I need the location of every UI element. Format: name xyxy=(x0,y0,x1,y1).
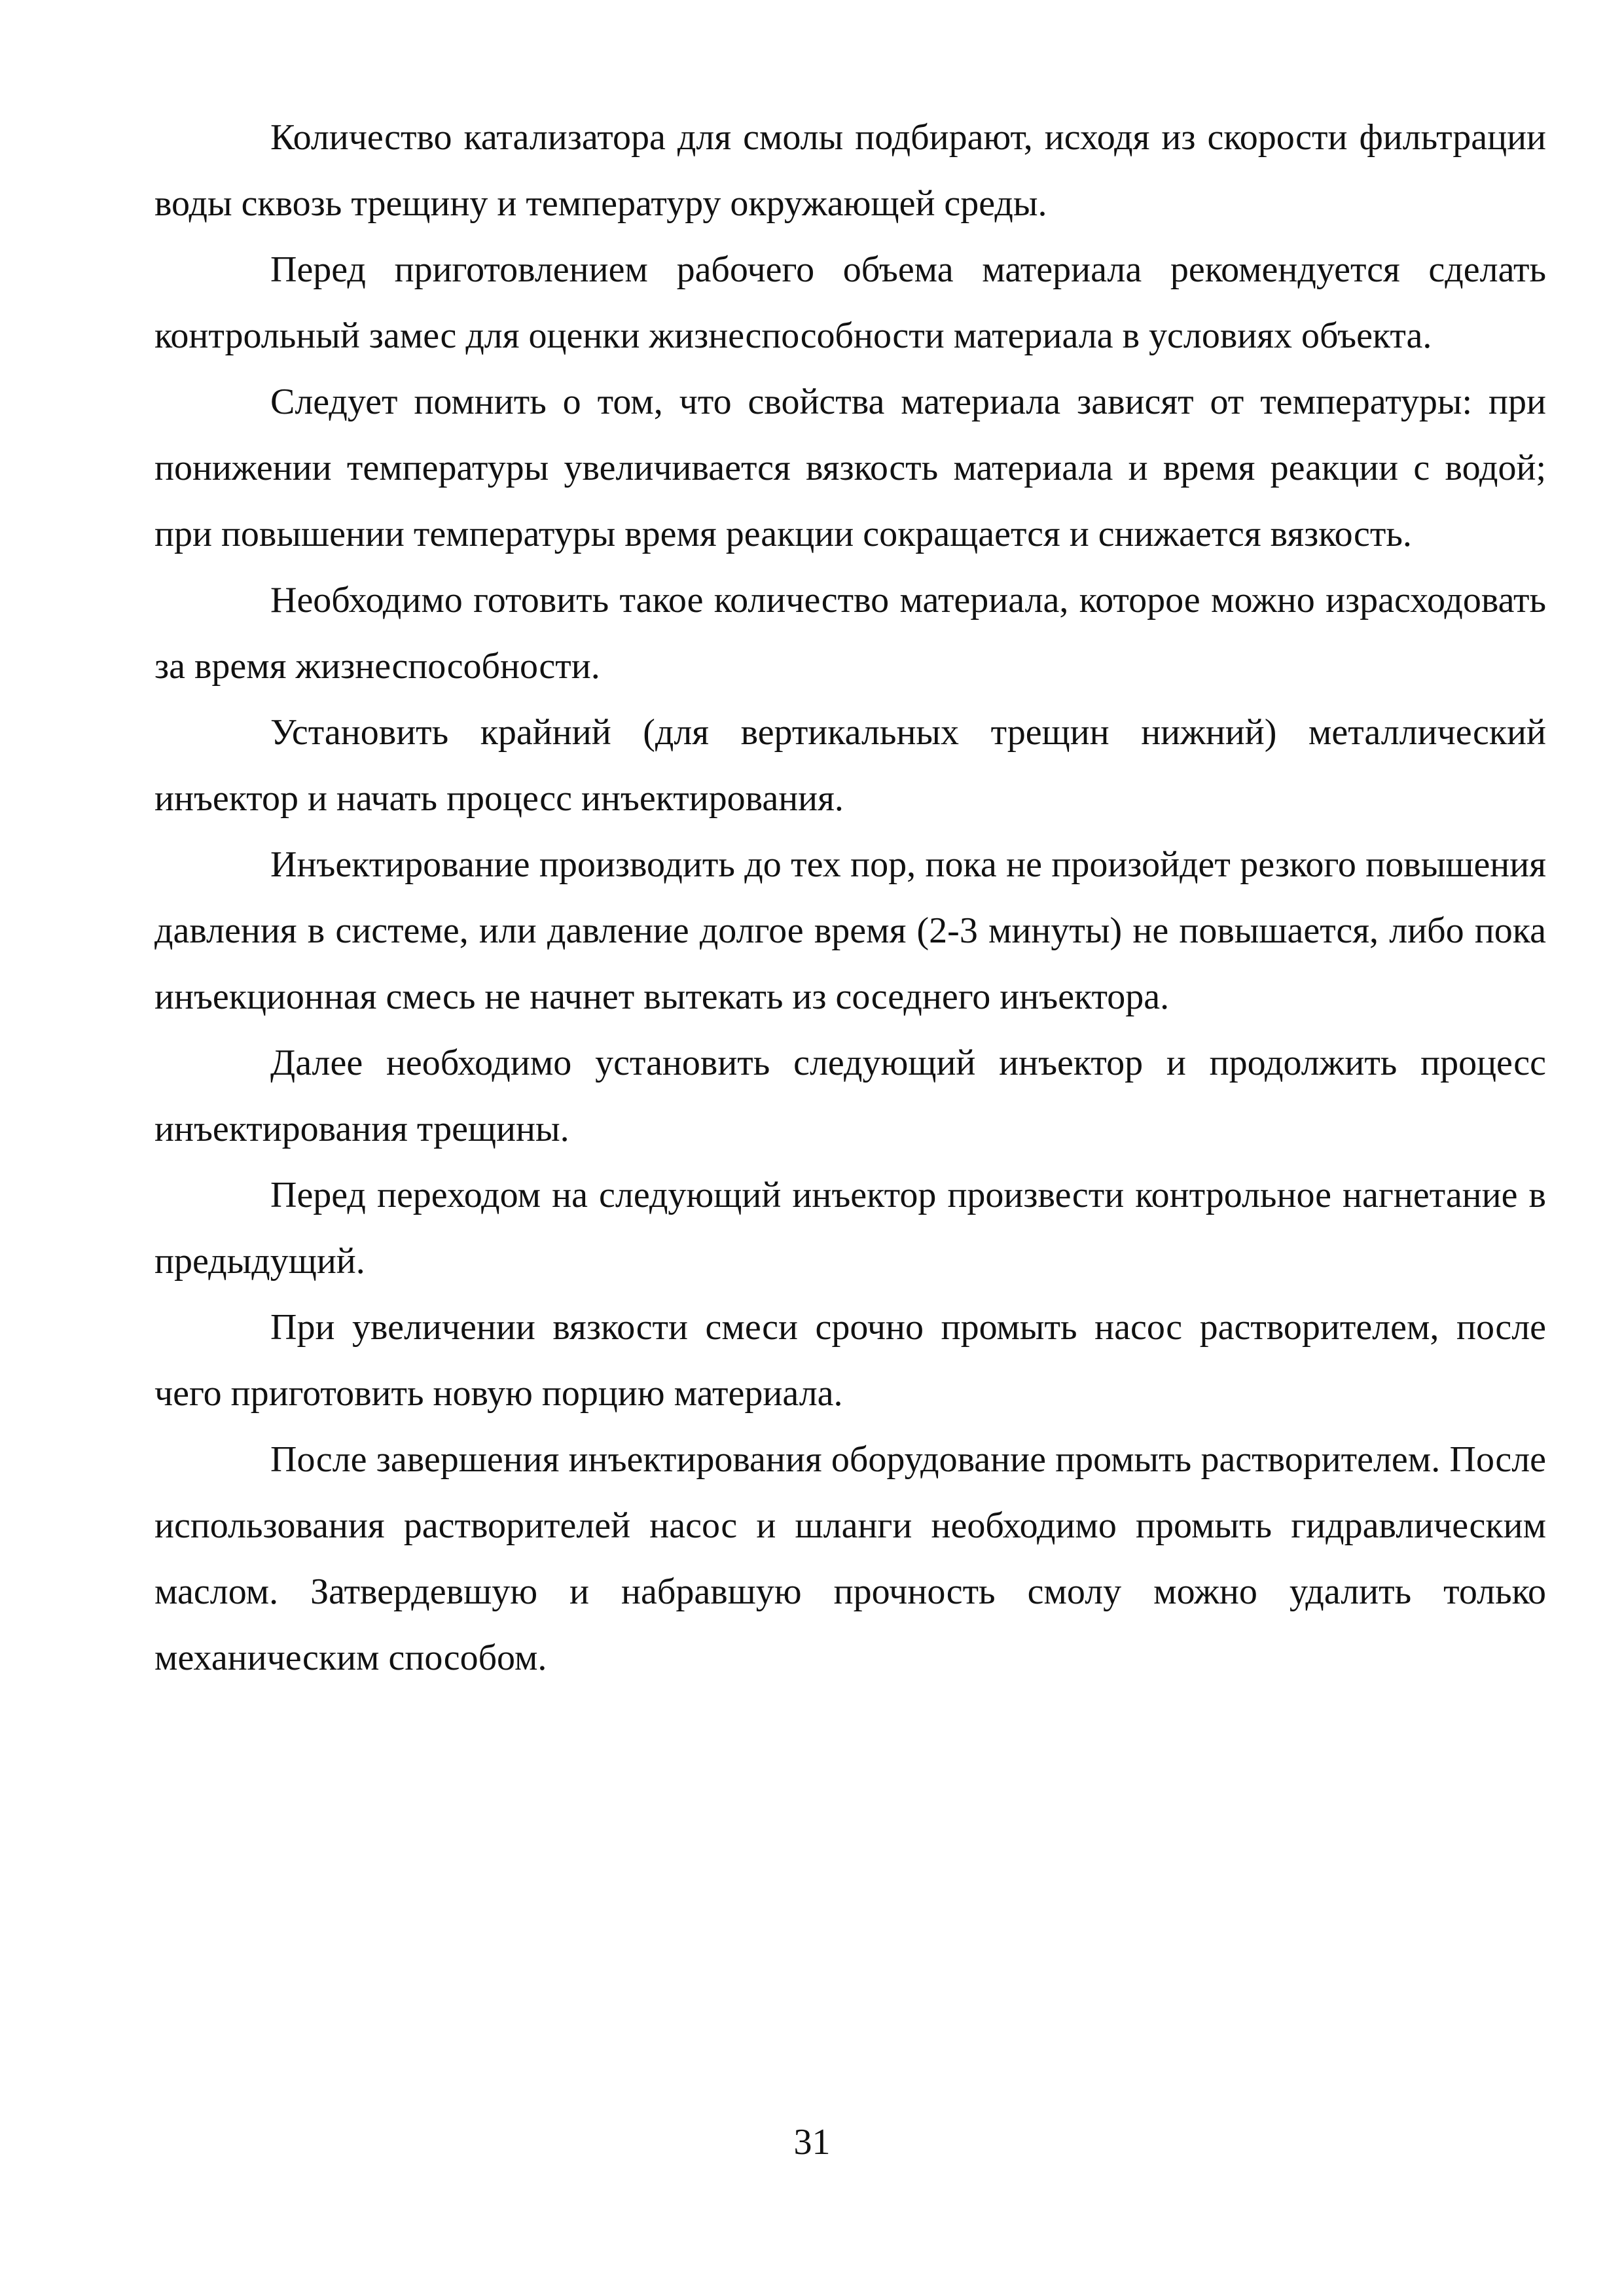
paragraph-material-quantity: Необходимо готовить такое количество материала, которое можно израсходовать за время жизнеспособности. xyxy=(154,580,1546,687)
paragraph-viscosity-flush: При увеличении вязкости смеси срочно промыть насос растворителем, после чего приготовить новую порцию материала. xyxy=(154,1307,1546,1414)
paragraph-cleanup: После завершения инъектирования оборудование промыть растворителем. После использования растворителей насос и шланги необходимо промыть гидравлическим маслом. Затвердевшую и набравшую прочность смолу можно удалить только механическим способом. xyxy=(154,1439,1546,1678)
paragraph-control-batch: Перед приготовлением рабочего объема материала рекомендуется сделать контрольный замес для оценки жизнеспособности материала в условиях объекта. xyxy=(154,249,1546,356)
paragraph-injection-process: Инъектирование производить до тех пор, пока не произойдет резкого повышения давления в системе, или давление долгое время (2-3 минуты) не повышается, либо пока инъекционная смесь не начнет вытекать из соседнего инъектора. xyxy=(154,844,1546,1017)
paragraph-temperature-dependence: Следует помнить о том, что свойства материала зависят от температуры: при понижении температуры увеличивается вязкость материала и время реакции с водой; при повышении температуры время реакции сокращается и снижается вязкость. xyxy=(154,382,1546,554)
paragraph-catalyst-amount: Количество катализатора для смолы подбирают, исходя из скорости фильтрации воды сквозь трещину и температуру окружающей среды. xyxy=(154,117,1546,224)
page-number: 31 xyxy=(793,2122,831,2162)
paragraph-next-injector: Далее необходимо установить следующий инъектор и продолжить процесс инъектирования трещины. xyxy=(154,1043,1546,1149)
paragraph-control-injection: Перед переходом на следующий инъектор произвести контрольное нагнетание в предыдущий. xyxy=(154,1175,1546,1282)
page-body xyxy=(154,105,1546,1691)
paragraph-install-injector: Установить крайний (для вертикальных трещин нижний) металлический инъектор и начать процесс инъектирования. xyxy=(154,712,1546,819)
